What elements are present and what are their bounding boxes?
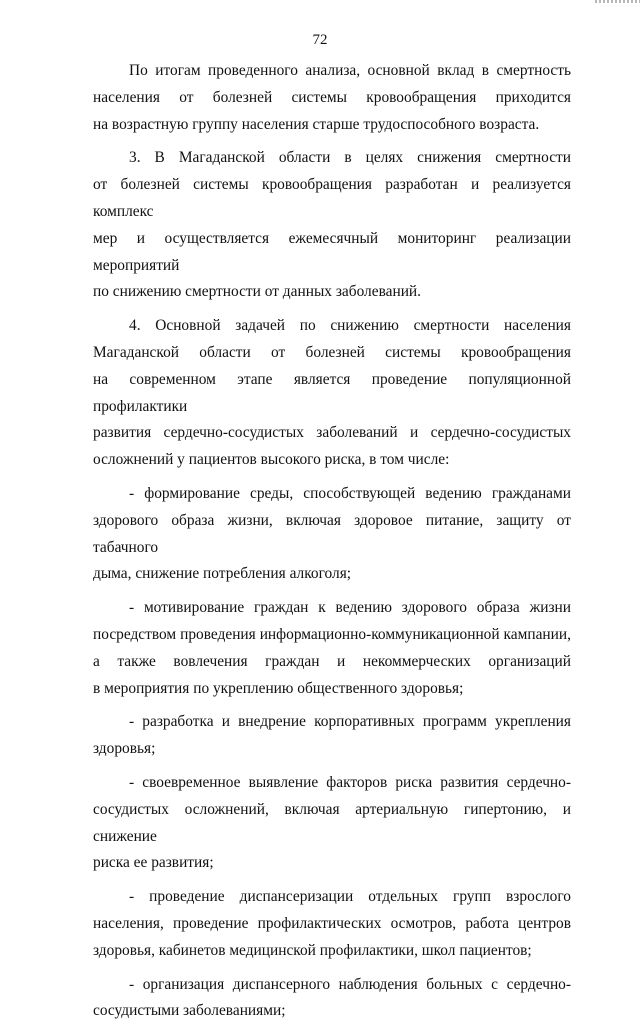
text-line: развития сердечно-сосудистых заболеваний и сердечно-сосудистых [93,424,571,442]
list-item [93,709,571,763]
text-line: - проведение диспансеризации отдельных групп взрослого [129,888,571,906]
text-line: дыма, снижение потребления алкоголя; [93,565,352,583]
list-item [93,884,571,964]
text-line: - мотивирование граждан к ведению здорового образа жизни [129,599,571,617]
text-line: осложнений у пациентов высокого риска, в том числе: [93,451,450,469]
text-line: - разработка и внедрение корпоративных программ укрепления [129,713,571,731]
text-line: от болезней системы кровообращения разработан и реализуется комплекс [93,176,571,220]
document-body [93,58,571,1032]
text-line: посредством проведения информационно-коммуникационной кампании, [93,625,571,643]
text-line: здорового образа жизни, включая здоровое питание, защиту от табачного [93,511,571,556]
text-line: мер и осуществляется ежемесячный мониторинг реализации мероприятий [93,229,571,274]
paragraph [93,145,571,306]
page-number: 72 [312,32,328,48]
text-line: сосудистыми заболеваниями; [93,1002,286,1020]
list-item [93,481,571,588]
list-item [93,770,571,877]
text-line: населения от болезней системы кровообращения приходится [93,88,571,106]
text-line: на современном этапе является проведение популяционной профилактики [93,370,571,415]
text-line: в мероприятия по укреплению общественного здоровья; [93,679,464,697]
text-line: - формирование среды, способствующей ведению гражданами [129,484,571,502]
text-line: 4. Основной задачей по снижению смертности населения [129,317,571,335]
text-line: 3. В Магаданской области в целях снижения смертности [129,149,571,167]
text-line: здоровья; [93,740,156,758]
paragraph [93,313,571,474]
text-line: Магаданской области от болезней системы кровообращения [93,343,571,361]
text-line: сосудистых осложнений, включая артериальную гипертонию, и снижение [93,800,571,845]
text-line: а также вовлечения граждан и некоммерческих организаций [93,652,571,670]
text-line: по снижению смертности от данных заболеваний. [93,283,422,301]
text-line: - организация диспансерного наблюдения больных с сердечно- [129,975,571,993]
text-line: населения, проведение профилактических осмотров, работа центров [93,914,571,932]
scan-edge-mark [595,0,640,3]
paragraph [93,58,571,138]
list-item [93,595,571,702]
text-line: По итогам проведенного анализа, основной вклад в смертность [129,62,571,79]
text-line: здоровья, кабинетов медицинской профилактики, школ пациентов; [93,941,532,959]
text-line: риска ее развития; [93,854,214,872]
text-line: на возрастную группу населения старше трудоспособного возраста. [93,115,540,133]
list-item [93,972,571,1026]
text-line: - своевременное выявление факторов риска развития сердечно- [129,773,571,791]
